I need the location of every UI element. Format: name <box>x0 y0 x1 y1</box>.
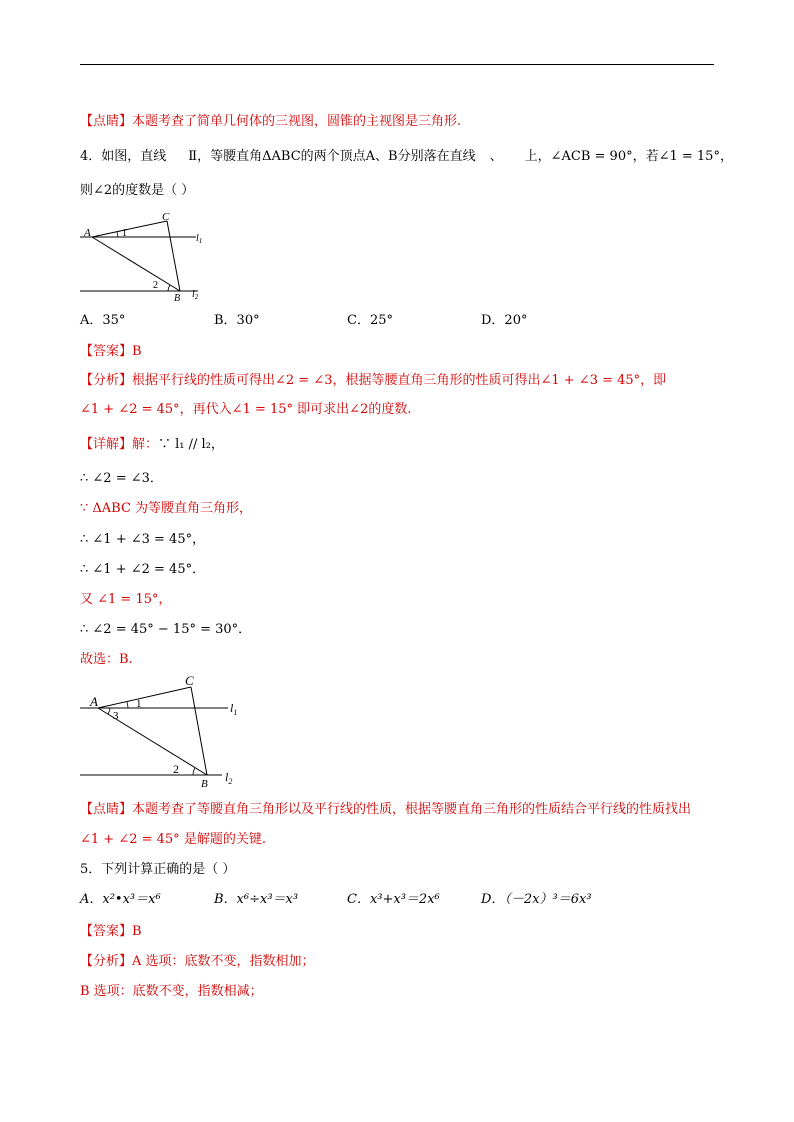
side-cb <box>167 221 180 291</box>
label-angle-2: 2 <box>173 762 179 776</box>
q5-option-b: B．x⁶÷x³＝x³ <box>214 892 299 907</box>
q4-stem-b: Ⅱ <box>188 149 198 164</box>
q4-step-5: 又 ∠1 = 15°， <box>80 592 172 607</box>
angle-1-arc <box>127 702 128 708</box>
q4-stem-c: ，等腰直角ΔABC的两个顶点A、B分别落在直线 <box>197 149 476 164</box>
q4-option-a: A．35° <box>80 313 126 328</box>
q4-step-4: ∴ ∠1 + ∠2 = 45°． <box>80 562 206 577</box>
q4-stem-e: 上，∠ACB = 90°，若∠1 = 15°， <box>524 149 733 164</box>
q5-analysis-line2: B 选项：底数不变，指数相减； <box>80 984 263 999</box>
note-previous: 【点睛】本题考查了简单几何体的三视图，圆锥的主视图是三角形. <box>80 114 462 129</box>
label-b: B <box>201 778 208 790</box>
side-ab <box>92 237 180 291</box>
side-ac <box>98 687 191 708</box>
q4-option-d: D．20° <box>481 313 528 328</box>
q4-note-line1: 【点睛】本题考查了等腰直角三角形以及平行线的性质，根据等腰直角三角形的性质结合平行线的性质找出 <box>80 802 692 817</box>
q5-analysis-line1: 【分析】A 选项：底数不变，指数相加； <box>80 954 315 969</box>
label-angle-1: 1 <box>122 228 127 239</box>
angle-2-arc <box>193 768 195 775</box>
header-rule <box>80 64 714 65</box>
q4-stem-line2: 则∠2的度数是（ ） <box>80 183 195 198</box>
label-l1: $l_1$ <box>230 701 238 717</box>
q4-note-line2: ∠1 + ∠2 = 45° 是解题的关键. <box>80 832 266 847</box>
q5-stem: 5．下列计算正确的是（ ） <box>80 862 236 877</box>
q4-stem-line1 <box>80 148 733 166</box>
side-cb <box>191 687 207 775</box>
label-l2: $l_2$ <box>192 289 199 301</box>
q4-option-b: B．30° <box>214 313 260 328</box>
q4-step-1: ∴ ∠2 = ∠3． <box>80 471 163 486</box>
label-a: A <box>90 694 98 709</box>
q4-choose: 故选：B. <box>80 652 133 667</box>
q4-step-3: ∴ ∠1 + ∠3 = 45°， <box>80 532 206 547</box>
q4-stem-a: 4．如图，直线 <box>80 149 167 164</box>
label-angle-1: 1 <box>136 698 142 710</box>
q4-detail-text: ∵ l₁ // l₂， <box>158 437 224 452</box>
q4-analysis-line2: ∠1 + ∠2 = 45°，再代入∠1 = 15° 即可求出∠2的度数. <box>80 402 412 417</box>
label-c: C <box>162 211 170 223</box>
label-l2: $l_2$ <box>225 770 233 786</box>
side-ac <box>92 221 167 237</box>
angle-2-arc <box>168 285 170 291</box>
q5-option-c: C．x³+x³＝2x⁶ <box>347 892 440 907</box>
q5-option-a: A．x²•x³＝x⁶ <box>80 892 161 907</box>
label-b: B <box>174 293 181 303</box>
q4-step-2: ∵ ΔABC 为等腰直角三角形， <box>80 501 253 516</box>
label-l1: $l_1$ <box>196 233 203 245</box>
q5-option-d: D．（－2x）³＝6x³ <box>481 892 592 907</box>
label-a: A <box>84 227 91 239</box>
label-angle-2: 2 <box>153 280 158 291</box>
q4-detail-line <box>80 436 224 454</box>
q5-answer: 【答案】B <box>80 924 142 939</box>
q4-option-c: C．25° <box>347 313 393 328</box>
angle-1-arc <box>117 232 118 237</box>
q4-figure-1 <box>80 208 210 303</box>
q4-analysis-line1: 【分析】根据平行线的性质可得出∠2 = ∠3，根据等腰直角三角形的性质可得出∠1 + ∠3 = 45°，即 <box>80 373 667 388</box>
q4-figure-2 <box>80 673 250 793</box>
q4-step-6: ∴ ∠2 = 45° − 15° = 30°． <box>80 622 252 637</box>
q4-detail-label: 【详解】解： <box>80 437 159 452</box>
label-c: C <box>185 673 194 688</box>
angle-3-arc <box>108 708 110 714</box>
q4-answer: 【答案】B <box>80 344 142 359</box>
label-angle-3: 3 <box>113 710 119 722</box>
q4-stem-d: 、 <box>489 149 503 164</box>
